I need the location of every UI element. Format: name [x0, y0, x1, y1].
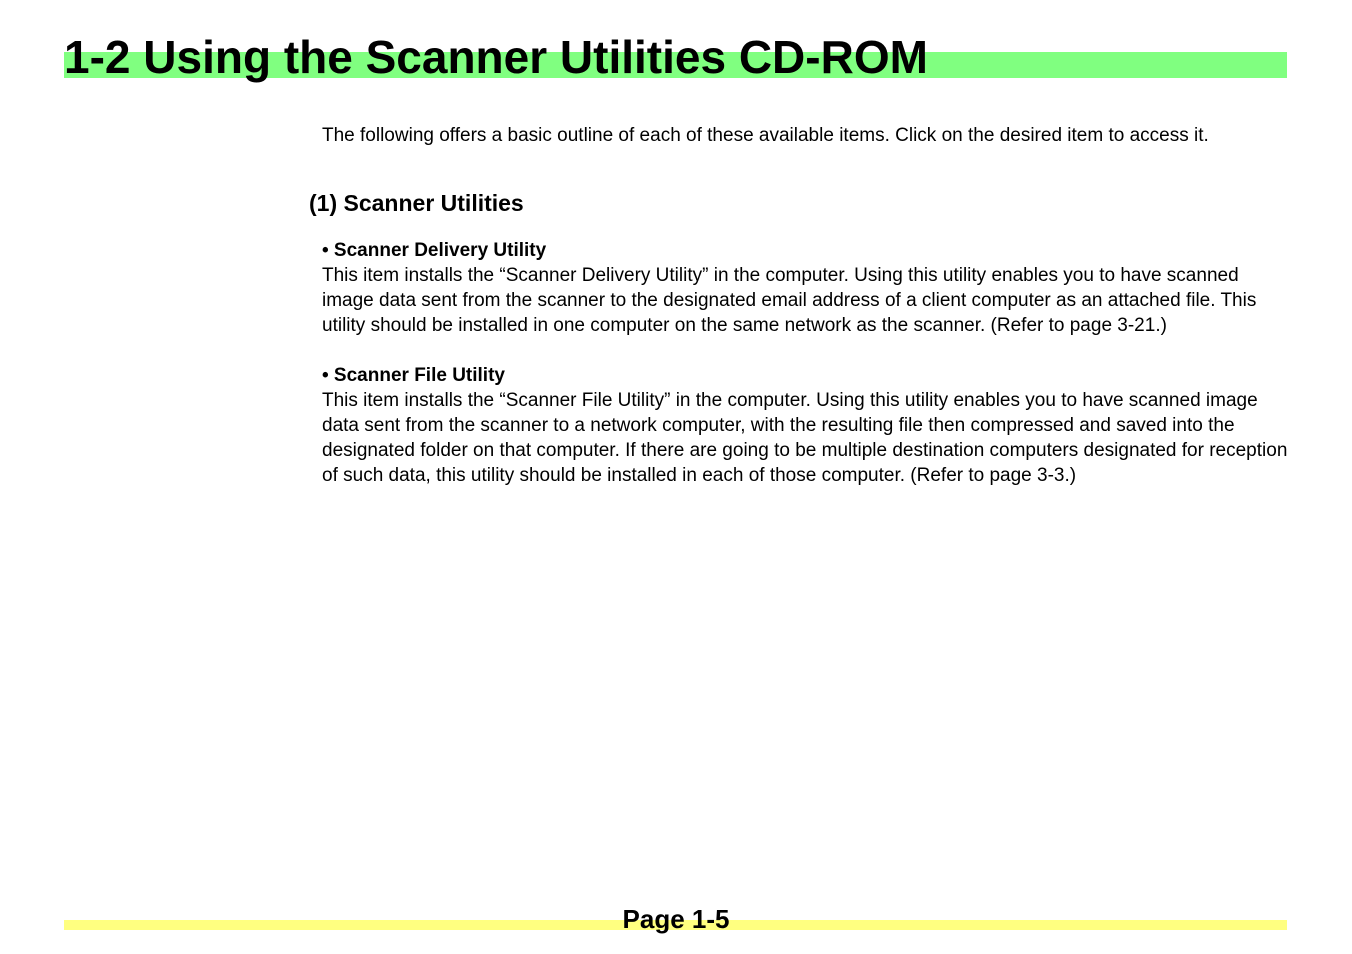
item-scanner-delivery-utility[interactable]	[322, 238, 1289, 338]
item-description: This item installs the “Scanner Delivery Utility” in the computer. Using this utility enables you to have scanned image data sent from the scanner to the designated email address of a client computer as an attached file. This utility should be installed in one computer on the same network as the scanner. (Refer to page 3-21.)	[322, 265, 1257, 336]
page-title: 1-2 Using the Scanner Utilities CD-ROM	[64, 31, 928, 83]
page-number: Page 1-5	[622, 904, 730, 934]
item-title-link[interactable]: • Scanner File Utility	[322, 365, 505, 386]
item-description: This item installs the “Scanner File Utility” in the computer. Using this utility enables you to have scanned image data sent from the scanner to a network computer, with the resulting file then compressed and saved into the designated folder on that computer. If there are going to be multiple destination computers designated for reception of such data, this utility should be installed in each of those computer. (Refer to page 3-3.)	[322, 390, 1288, 486]
section-heading-scanner-utilities: (1) Scanner Utilities	[309, 190, 524, 216]
main-content	[309, 122, 1289, 488]
intro-text: The following offers a basic outline of each of these available items. Click on the desired item to access it.	[322, 125, 1209, 146]
item-title-link[interactable]: • Scanner Delivery Utility	[322, 240, 547, 261]
item-scanner-file-utility[interactable]	[322, 363, 1289, 488]
